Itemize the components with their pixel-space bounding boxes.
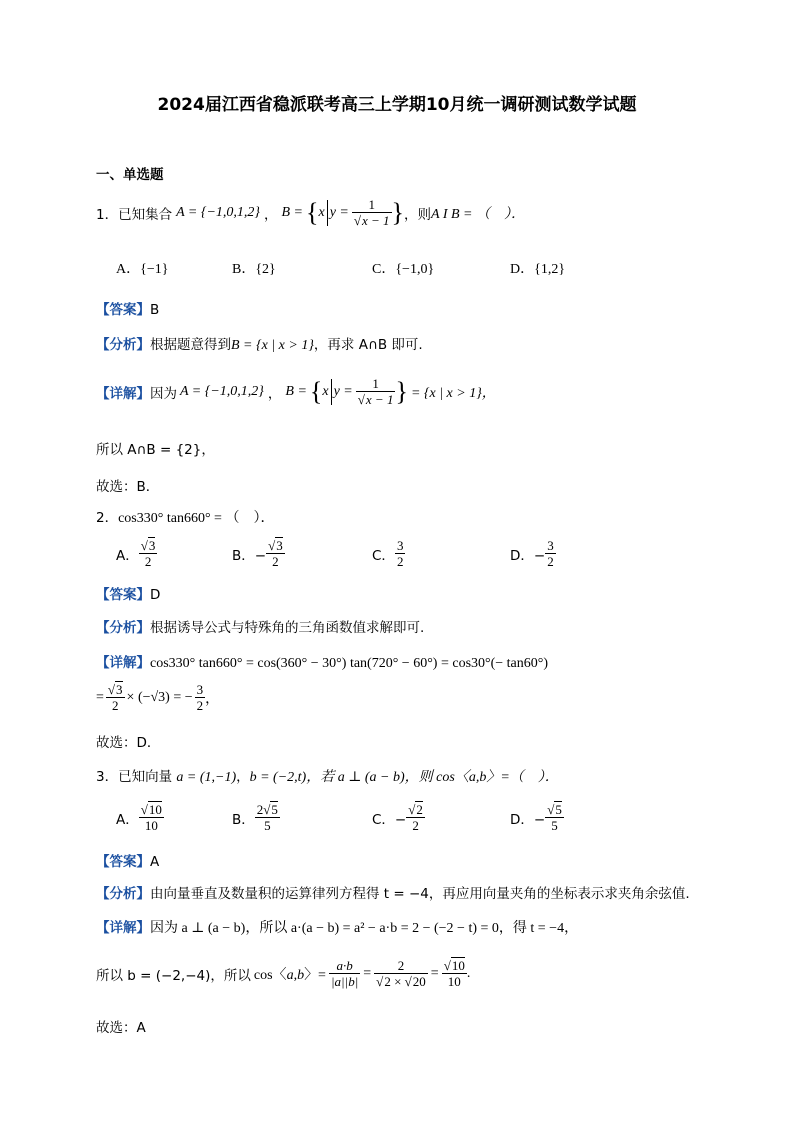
q1-option-b[interactable]: B．{2} xyxy=(232,262,276,277)
q2-option-b[interactable]: B．− $\frac{√3}{2}$ xyxy=(232,538,283,569)
q1-detail: 【详解】 因为 A = {−1,0,1,2} ， B = { x y = $\frac{1}{√x - 1}$ } = {x | x > 1}， xyxy=(96,376,496,407)
q3-analysis: 【分析】由向量垂直及数量积的运算律列方程得 t = −4，再应用向量夹角的坐标表示求夹角余弦值. xyxy=(96,886,690,902)
q3-detail-line2: 所以 b = (−2,−4)，所以 cos〈a,b〉= $\frac{a\cdot b}{|a||b|}$ = $\frac{2}{√2 \times √20}$ = $\frac{√10}{10}$ . xyxy=(96,958,471,989)
q1-stem: 1． 已知集合 A = {−1,0,1,2} ， B = { x y = $\frac{1}{√x - 1}$ } ，则 A I B = （ ）． xyxy=(96,197,525,228)
q1-choose: 故选：B． xyxy=(96,479,160,495)
q2-option-c[interactable]: C． $\frac{3}{2}$ xyxy=(372,538,404,569)
q2-stem: 2．cos330° tan660° = （ ）． xyxy=(96,510,275,526)
q3-option-b[interactable]: B． $\frac{2√5}{5}$ xyxy=(232,802,278,833)
q1-option-a[interactable]: A．{−1} xyxy=(116,262,169,277)
q1-analysis: 【分析】根据题意得到B = {x | x > 1}，再求 A∩B 即可. xyxy=(96,337,423,353)
q3-detail: 【详解】因为 a ⊥ (a − b)，所以 a·(a − b) = a² − a·b = 2 − (−2 − t) = 0，得 t = −4， xyxy=(96,920,579,936)
page-title: 2024届江西省稳派联考高三上学期10月统一调研测试数学试题 xyxy=(157,95,637,115)
q3-answer: 【答案】A xyxy=(96,854,160,870)
q2-option-a[interactable]: A． $\frac{√3}{2}$ xyxy=(116,538,156,569)
q2-analysis: 【分析】根据诱导公式与特殊角的三角函数值求解即可. xyxy=(96,620,425,636)
q2-answer: 【答案】D xyxy=(96,587,161,603)
q1-option-d[interactable]: D．{1,2} xyxy=(510,262,566,277)
q2-option-d[interactable]: D．− $\frac{3}{2}$ xyxy=(510,538,554,569)
q1-answer: 【答案】B xyxy=(96,302,160,318)
q1-option-c[interactable]: C．{−1,0} xyxy=(372,262,435,277)
q3-option-c[interactable]: C．− $\frac{√2}{2}$ xyxy=(372,802,423,833)
q3-stem: 3．已知向量 a = (1,−1)，b = (−2,t)，若 a ⊥ (a − b)，则 cos〈a,b〉=（ ）． xyxy=(96,769,559,785)
q3-choose: 故选：A xyxy=(96,1020,146,1036)
q3-option-d[interactable]: D．− $\frac{√5}{5}$ xyxy=(510,802,562,833)
section-heading: 一、单选题 xyxy=(96,167,164,183)
q3-option-a[interactable]: A． $\frac{√10}{10}$ xyxy=(116,802,162,833)
q2-detail: 【详解】cos330° tan660° = cos(360° − 30°) tan(720° − 60°) = cos30°(− tan60°) xyxy=(96,655,549,671)
q1-detail-line2: 所以 A∩B = {2}， xyxy=(96,442,215,458)
q2-detail-line2: = $\frac{√3}{2}$ × (−√3) = − $\frac{3}{2}$ ， xyxy=(96,682,220,713)
q2-choose: 故选：D． xyxy=(96,735,161,751)
